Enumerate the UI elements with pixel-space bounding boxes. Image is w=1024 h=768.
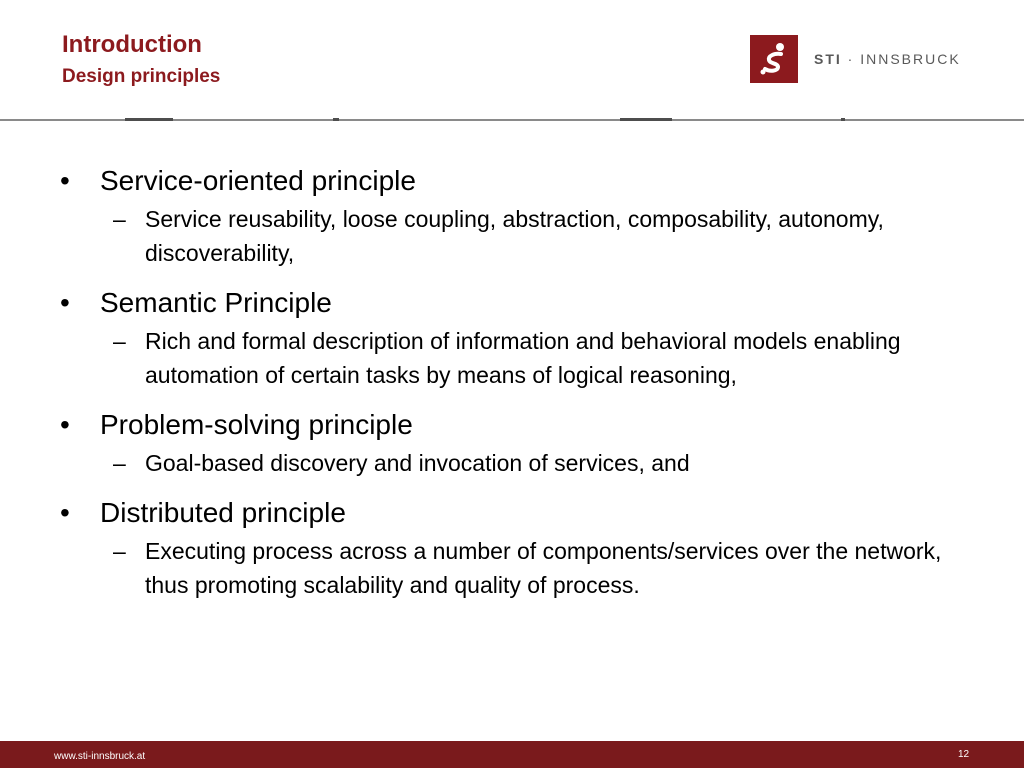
logo-separator: ·: [841, 51, 861, 67]
slide-footer: [0, 741, 1024, 768]
bullet-problem-solving: • Problem-solving principle: [0, 404, 1024, 446]
header-divider-accent: [841, 118, 845, 121]
header-divider-accent: [620, 118, 672, 121]
bullet-service-oriented: • Service-oriented principle: [0, 160, 1024, 202]
slide-header: [0, 0, 1024, 120]
sti-logo-icon: [750, 35, 798, 83]
bullet-distributed: • Distributed principle: [0, 492, 1024, 534]
bullet-semantic: • Semantic Principle: [0, 282, 1024, 324]
slide-title: Introduction: [62, 31, 202, 58]
page-number: 12: [958, 749, 970, 760]
logo-place: INNSBRUCK: [860, 51, 961, 67]
slide-content: [0, 160, 1024, 614]
slide-subtitle: Design principles: [62, 66, 221, 87]
sub-bullet-semantic: – Rich and formal description of information and behavioral models enabling automation of certain tasks by means of logical reasoning,: [0, 324, 1024, 392]
header-divider-accent: [333, 118, 339, 121]
sub-bullet-problem-solving: – Goal-based discovery and invocation of services, and: [0, 446, 1024, 480]
header-divider-accent: [125, 118, 173, 121]
sub-bullet-service-oriented: – Service reusability, loose coupling, abstraction, composability, autonomy, discoverability,: [0, 202, 1024, 270]
sti-logo: [750, 35, 961, 83]
footer-url: www.sti-innsbruck.at: [54, 751, 146, 762]
sub-bullet-distributed: – Executing process across a number of components/services over the network, thus promoting scalability and quality of process.: [0, 534, 1024, 602]
logo-brand: STI: [814, 51, 842, 67]
sti-logo-text: [814, 51, 961, 67]
